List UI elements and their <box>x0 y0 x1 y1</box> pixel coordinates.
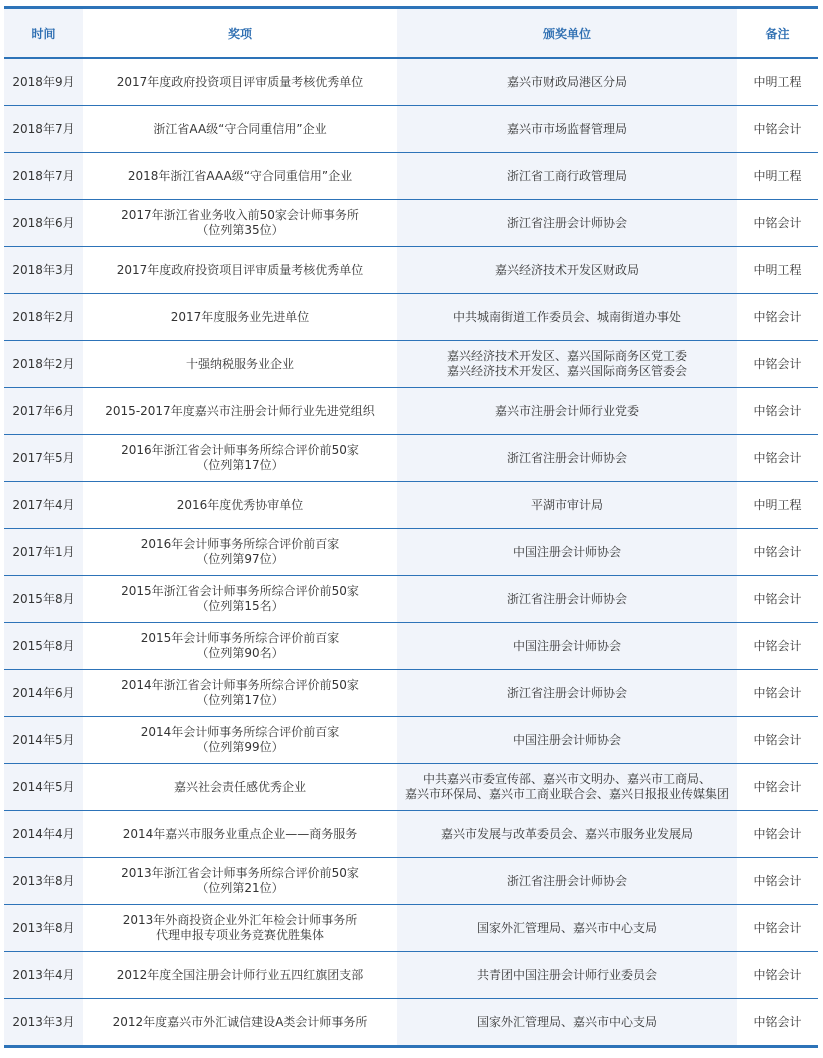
cell-issuer <box>397 294 737 341</box>
cell-award <box>83 153 397 200</box>
cell-issuer <box>397 858 737 905</box>
cell-time: 2014年5月 <box>4 717 83 764</box>
table-row <box>4 717 818 764</box>
cell-issuer <box>397 388 737 435</box>
table-row <box>4 294 818 341</box>
issuer-line-1: 中国注册会计师协会 <box>512 732 621 747</box>
issuer-line-1: 嘉兴市发展与改革委员会、嘉兴市服务业发展局 <box>440 826 693 841</box>
award-line-1: 嘉兴社会责任感优秀企业 <box>173 779 306 794</box>
table-row <box>4 952 818 999</box>
cell-note: 中明工程 <box>753 168 802 183</box>
award-line-1: 2013年浙江省会计师事务所综合评价前50家 <box>121 866 359 880</box>
cell-issuer <box>397 764 737 811</box>
issuer-line-1: 嘉兴经济技术开发区、嘉兴国际商务区党工委 <box>446 349 687 363</box>
cell-issuer <box>397 153 737 200</box>
cell-award <box>83 905 397 952</box>
award-line-1: 2018年浙江省AAA级“守合同重信用”企业 <box>127 168 353 183</box>
award-line-1: 2012年度嘉兴市外汇诚信建设A类会计师事务所 <box>112 1014 368 1029</box>
table-row <box>4 999 818 1046</box>
table-row <box>4 858 818 905</box>
cell-note: 中铭会计 <box>753 685 802 700</box>
cell-award <box>83 576 397 623</box>
cell-time: 2018年3月 <box>4 247 83 294</box>
cell-time: 2018年9月 <box>4 58 83 106</box>
cell-time: 2013年8月 <box>4 858 83 905</box>
cell-note: 中铭会计 <box>753 544 802 559</box>
header-award: 奖项 <box>227 26 252 41</box>
cell-note: 中铭会计 <box>753 779 802 794</box>
cell-note: 中明工程 <box>753 497 802 512</box>
cell-issuer <box>397 435 737 482</box>
cell-issuer <box>397 717 737 764</box>
cell-issuer <box>397 999 737 1046</box>
cell-note: 中铭会计 <box>753 356 802 371</box>
award-line-1: 2014年浙江省会计师事务所综合评价前50家 <box>121 678 359 692</box>
issuer-line-1: 中共城南街道工作委员会、城南街道办事处 <box>452 309 681 324</box>
table-row <box>4 341 818 388</box>
cell-issuer <box>397 482 737 529</box>
award-line-1: 2017年度政府投资项目评审质量考核优秀单位 <box>116 74 364 89</box>
cell-note: 中铭会计 <box>753 121 802 136</box>
table-row <box>4 811 818 858</box>
cell-note: 中铭会计 <box>753 732 802 747</box>
award-line-1: 2013年外商投资企业外汇年检会计师事务所 <box>122 913 358 927</box>
award-line-1: 2016年浙江省会计师事务所综合评价前50家 <box>121 443 359 457</box>
table-row <box>4 482 818 529</box>
cell-time: 2013年3月 <box>4 999 83 1046</box>
cell-note: 中铭会计 <box>753 591 802 606</box>
cell-time: 2014年6月 <box>4 670 83 717</box>
award-line-2: （位列第99位） <box>196 740 284 754</box>
table-row <box>4 905 818 952</box>
table-row <box>4 153 818 200</box>
cell-time: 2017年4月 <box>4 482 83 529</box>
cell-note: 中铭会计 <box>753 1014 802 1029</box>
table-row <box>4 388 818 435</box>
issuer-line-1: 浙江省注册会计师协会 <box>506 215 627 230</box>
cell-time: 2015年8月 <box>4 576 83 623</box>
issuer-line-1: 中国注册会计师协会 <box>512 638 621 653</box>
cell-award <box>83 482 397 529</box>
issuer-line-1: 浙江省工商行政管理局 <box>506 168 627 183</box>
issuer-line-1: 嘉兴市注册会计师行业党委 <box>494 403 639 418</box>
table-row <box>4 764 818 811</box>
cell-time: 2015年8月 <box>4 623 83 670</box>
cell-issuer <box>397 576 737 623</box>
award-line-1: 2016年会计师事务所综合评价前百家 <box>140 537 340 551</box>
award-line-1: 2017年浙江省业务收入前50家会计师事务所 <box>121 208 359 222</box>
table-row <box>4 58 818 106</box>
cell-award <box>83 764 397 811</box>
award-line-2: 代理申报专项业务竞赛优胜集体 <box>155 928 324 942</box>
cell-time: 2018年2月 <box>4 294 83 341</box>
cell-issuer <box>397 341 737 388</box>
award-line-2: （位列第15名） <box>196 599 284 613</box>
issuer-line-1: 嘉兴市财政局港区分局 <box>506 74 627 89</box>
issuer-line-1: 浙江省注册会计师协会 <box>506 450 627 465</box>
header-issuer: 颁奖单位 <box>397 9 737 58</box>
issuer-line-1: 中共嘉兴市委宣传部、嘉兴市文明办、嘉兴市工商局、 <box>422 772 711 786</box>
issuer-line-2: 嘉兴经济技术开发区、嘉兴国际商务区管委会 <box>446 364 687 378</box>
cell-award <box>83 999 397 1046</box>
cell-note: 中铭会计 <box>753 403 802 418</box>
award-line-1: 2015年浙江省会计师事务所综合评价前50家 <box>121 584 359 598</box>
cell-issuer <box>397 952 737 999</box>
award-line-1: 2012年度全国注册会计师行业五四红旗团支部 <box>116 967 364 982</box>
table-row <box>4 247 818 294</box>
cell-award <box>83 717 397 764</box>
award-line-2: （位列第17位） <box>196 693 284 707</box>
cell-time: 2018年7月 <box>4 106 83 153</box>
table-row <box>4 576 818 623</box>
issuer-line-1: 平湖市审计局 <box>530 497 603 512</box>
cell-award <box>83 811 397 858</box>
award-line-1: 2015-2017年度嘉兴市注册会计师行业先进党组织 <box>105 403 375 418</box>
cell-note: 中铭会计 <box>753 638 802 653</box>
cell-award <box>83 106 397 153</box>
cell-issuer <box>397 529 737 576</box>
awards-table <box>4 9 818 1045</box>
award-line-2: （位列第90名） <box>196 646 284 660</box>
award-line-1: 十强纳税服务业企业 <box>185 356 294 371</box>
award-line-2: （位列第35位） <box>196 223 284 237</box>
table-header-row <box>4 9 818 58</box>
awards-table-container <box>4 6 818 1048</box>
issuer-line-1: 浙江省注册会计师协会 <box>506 873 627 888</box>
header-note: 备注 <box>765 26 790 41</box>
cell-award <box>83 623 397 670</box>
cell-time: 2017年5月 <box>4 435 83 482</box>
cell-issuer <box>397 58 737 106</box>
cell-note: 中明工程 <box>753 74 802 89</box>
issuer-line-1: 嘉兴市市场监督管理局 <box>506 121 627 136</box>
cell-time: 2014年4月 <box>4 811 83 858</box>
issuer-line-1: 嘉兴经济技术开发区财政局 <box>494 262 639 277</box>
issuer-line-1: 浙江省注册会计师协会 <box>506 591 627 606</box>
cell-award <box>83 58 397 106</box>
cell-time: 2017年1月 <box>4 529 83 576</box>
issuer-line-1: 共青团中国注册会计师行业委员会 <box>476 967 657 982</box>
cell-issuer <box>397 811 737 858</box>
cell-award <box>83 200 397 247</box>
award-line-2: （位列第17位） <box>196 458 284 472</box>
table-row <box>4 106 818 153</box>
cell-issuer <box>397 905 737 952</box>
cell-note: 中铭会计 <box>753 309 802 324</box>
cell-award <box>83 670 397 717</box>
issuer-line-1: 国家外汇管理局、嘉兴市中心支局 <box>476 1014 657 1029</box>
cell-issuer <box>397 623 737 670</box>
cell-award <box>83 388 397 435</box>
cell-award <box>83 529 397 576</box>
issuer-line-1: 国家外汇管理局、嘉兴市中心支局 <box>476 920 657 935</box>
cell-note: 中铭会计 <box>753 826 802 841</box>
cell-issuer <box>397 670 737 717</box>
cell-issuer <box>397 247 737 294</box>
award-line-1: 2015年会计师事务所综合评价前百家 <box>140 631 340 645</box>
cell-award <box>83 435 397 482</box>
cell-note: 中铭会计 <box>753 873 802 888</box>
award-line-2: （位列第97位） <box>196 552 284 566</box>
cell-award <box>83 294 397 341</box>
issuer-line-2: 嘉兴市环保局、嘉兴市工商业联合会、嘉兴日报报业传媒集团 <box>404 787 729 801</box>
cell-award <box>83 247 397 294</box>
award-line-1: 2017年度服务业先进单位 <box>170 309 310 324</box>
header-time: 时间 <box>4 9 83 58</box>
cell-time: 2014年5月 <box>4 764 83 811</box>
cell-time: 2013年4月 <box>4 952 83 999</box>
issuer-line-1: 浙江省注册会计师协会 <box>506 685 627 700</box>
cell-note: 中铭会计 <box>753 215 802 230</box>
table-bottom-rule <box>4 1045 818 1048</box>
cell-note: 中铭会计 <box>753 450 802 465</box>
table-row <box>4 529 818 576</box>
cell-award <box>83 341 397 388</box>
cell-time: 2018年7月 <box>4 153 83 200</box>
issuer-line-1: 中国注册会计师协会 <box>512 544 621 559</box>
cell-issuer <box>397 106 737 153</box>
table-row <box>4 670 818 717</box>
cell-time: 2018年6月 <box>4 200 83 247</box>
cell-award <box>83 858 397 905</box>
cell-time: 2013年8月 <box>4 905 83 952</box>
cell-time: 2017年6月 <box>4 388 83 435</box>
cell-note: 中明工程 <box>753 262 802 277</box>
award-line-2: （位列第21位） <box>196 881 284 895</box>
award-line-1: 2017年度政府投资项目评审质量考核优秀单位 <box>116 262 364 277</box>
cell-issuer <box>397 200 737 247</box>
award-line-1: 浙江省AA级“守合同重信用”企业 <box>153 121 327 136</box>
cell-time: 2018年2月 <box>4 341 83 388</box>
table-row <box>4 623 818 670</box>
award-line-1: 2016年度优秀协审单位 <box>176 497 304 512</box>
cell-note: 中铭会计 <box>753 967 802 982</box>
table-row <box>4 200 818 247</box>
award-line-1: 2014年会计师事务所综合评价前百家 <box>140 725 340 739</box>
cell-note: 中铭会计 <box>753 920 802 935</box>
cell-award <box>83 952 397 999</box>
award-line-1: 2014年嘉兴市服务业重点企业——商务服务 <box>122 826 358 841</box>
table-row <box>4 435 818 482</box>
